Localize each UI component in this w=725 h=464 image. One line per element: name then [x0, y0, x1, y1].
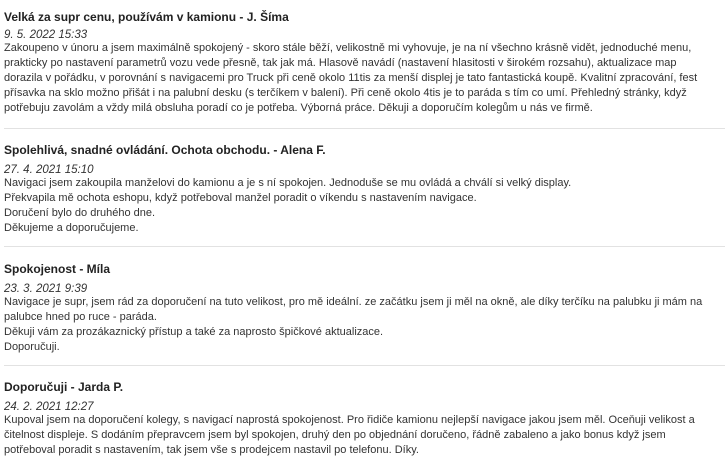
review-paragraph: Překvapila mě ochota eshopu, když potřeboval manžel poradit o víkendu s nastavením navigace.	[4, 192, 477, 204]
review-paragraph: Doručení bylo do druhého dne.	[4, 207, 156, 219]
review-paragraph: Zakoupeno v únoru a jsem maximálně spokojený - skoro stále běží, velikostně mi vyhovuje, je na ní všechno krásně vidět, jednoduché menu, prakticky po nastavení parametrů vozu vede přesně, tak jak má. Hlasově navádí (nastavení hlasitosti v širokém rozsahu), aktualizace map dorazila v pořádku, v porovnání s navigacemi pro Truck při ceně okolo 11tis za menší displej je tato fantastická koupě. Kvalitní zpracování, fest přísavka na sklo možno přišát i na palubní desku (s terčíkem v balení). Při ceně okolo 4tis je to paráda s tím co umí. Přehledný stránky, když potřebuju zavolám a vždy milá obsluha poradí co je potřeba. Výborná práce. Děkuji a doporučím kolegům u nás ve firmě.	[4, 42, 698, 114]
review-item	[4, 129, 719, 246]
review-text	[4, 413, 716, 458]
review-paragraph: Doporučuji.	[4, 341, 60, 353]
review-text	[4, 176, 716, 236]
review-date: 9. 5. 2022 15:33	[4, 29, 88, 41]
review-title: Velká za supr cenu, používám v kamionu - J. Šíma	[4, 10, 289, 24]
review-date: 24. 2. 2021 12:27	[4, 401, 94, 413]
review-paragraph: Děkuji vám za prozákaznický přístup a také za naprosto špičkové aktualizace.	[4, 326, 384, 338]
review-item	[4, 247, 719, 365]
review-title: Spolehlivá, snadné ovládání. Ochota obchodu. - Alena F.	[4, 143, 326, 157]
review-title: Spokojenost - Míla	[4, 262, 111, 276]
review-text	[4, 41, 716, 116]
review-item	[4, 366, 719, 464]
review-paragraph: Děkujeme a doporučujeme.	[4, 222, 139, 234]
review-paragraph: Navigaci jsem zakoupila manželovi do kamionu a je s ní spokojen. Jednoduše se mu ovládá a chválí si velký display.	[4, 177, 572, 189]
review-item	[4, 0, 719, 128]
review-paragraph: Kupoval jsem na doporučení kolegy, s navigací naprostá spokojenost. Pro řidiče kamionu nejlepší navigace jakou jsem měl. Oceňuji velikost a čitelnost displeje. S dodáním přepravcem jsem byl spokojen, druhý den po objednání doručeno, řádně zabaleno a jako bonus když jsem potřeboval poradit s nastavením, tak jsem vše s prodejcem nastavil po telefonu. Díky.	[4, 414, 695, 456]
review-date: 27. 4. 2021 15:10	[4, 164, 94, 176]
review-paragraph: Navigace je supr, jsem rád za doporučení na tuto velikost, pro mě ideální. ze začátku jsem ji měl na okně, ale díky terčíku na palubku ji mám na palubce hned po ruce - paráda.	[4, 296, 703, 323]
review-title: Doporučuji - Jarda P.	[4, 380, 124, 394]
review-text	[4, 295, 716, 355]
review-date: 23. 3. 2021 9:39	[4, 283, 88, 295]
